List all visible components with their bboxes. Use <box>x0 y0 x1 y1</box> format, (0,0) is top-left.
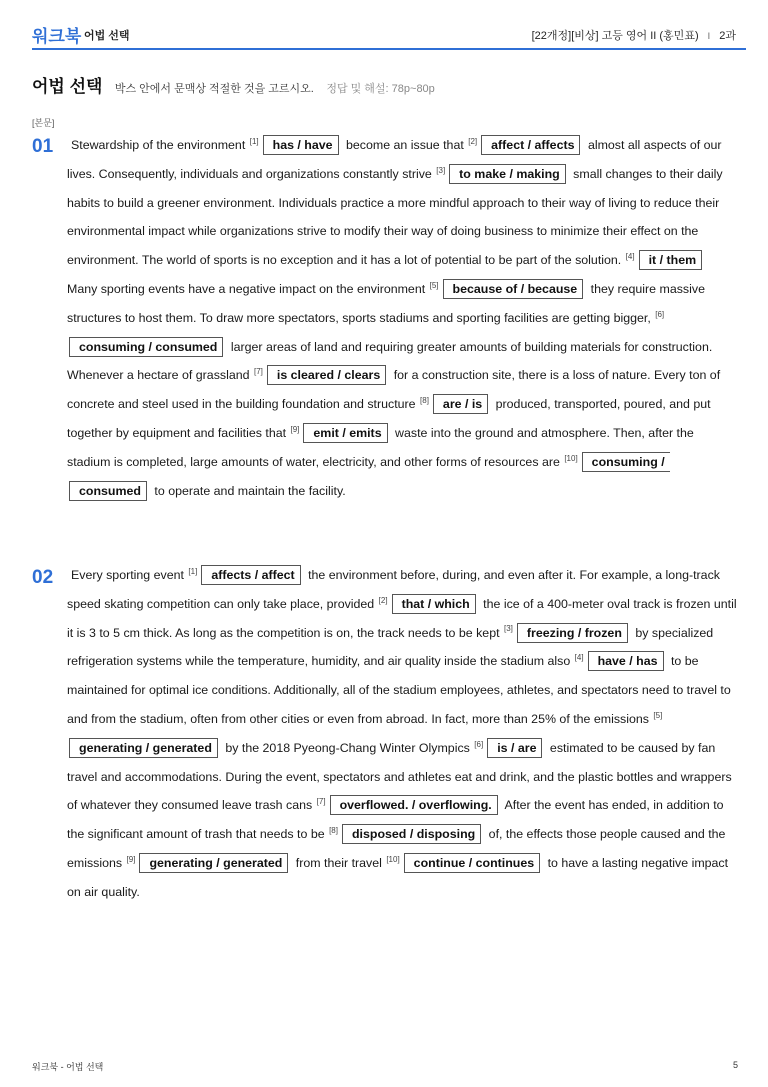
question-number-2: 02 <box>32 567 54 588</box>
page-number: 5 <box>732 1060 738 1070</box>
passage-text: Stewardship of the environment <box>71 138 246 152</box>
blank-number: [3] <box>503 624 513 634</box>
footer-label: 워크북 - 어법 선택 <box>32 1062 104 1072</box>
choice-box-3[interactable]: freezing / frozen <box>517 623 628 643</box>
header-subtitle: 어법 선택 <box>84 30 130 42</box>
choice-box-7[interactable]: overflowed. / overflowing. <box>330 795 498 815</box>
blank-number: [2] <box>468 136 478 146</box>
blank-number: [4] <box>574 653 584 663</box>
passage-text: they require massive structures to host them. To draw more spectators, sports stadiums and sporting facilities are getting bigger, <box>67 281 705 325</box>
blank-number: [9] <box>126 854 136 864</box>
choice-box-7[interactable]: is cleared / clears <box>267 365 386 385</box>
passage-text: to be maintained for optimal ice conditions. Additionally, all of the stadium employees, athletes, and spectators need to travel to and from the stadium, often from other cities or even from abroad. In fact, more than 25% of the emissions <box>67 654 731 726</box>
choice-box-2[interactable]: that / which <box>392 594 476 614</box>
blank-number: [5] <box>653 710 663 720</box>
choice-box-9[interactable]: generating / generated <box>139 853 288 873</box>
blank-number: [1] <box>249 136 259 146</box>
choice-box-8[interactable]: are / is <box>433 394 488 414</box>
blank-number: [3] <box>436 165 446 175</box>
page-header <box>32 20 736 48</box>
course-name: [22개정][비상] 고등 영어 II (홍민표) <box>531 30 699 42</box>
choice-box-8[interactable]: disposed / disposing <box>342 824 481 844</box>
choice-box-6[interactable]: is / are <box>487 738 542 758</box>
passage-text: to operate and maintain the facility. <box>154 483 346 498</box>
blank-number: [5] <box>429 280 439 290</box>
choice-box-4[interactable]: have / has <box>588 651 664 671</box>
choice-box-5[interactable]: because of / because <box>443 279 584 299</box>
passage-text: almost all aspects of our lives. Consequently, individuals and organizations constantly strive <box>67 138 722 181</box>
blank-number: [6] <box>474 739 484 749</box>
blank-number: [6] <box>655 309 665 319</box>
passage-text: waste into the ground and atmosphere. Then, after the stadium is completed, large amounts of water, electricity, and other forms of resources are <box>67 425 694 469</box>
course-info <box>532 27 736 43</box>
choice-box-1[interactable]: has / have <box>263 135 339 155</box>
choice-box-5[interactable]: generating / generated <box>69 738 218 758</box>
answer-reference: 정답 및 해설: 78p~80p <box>326 83 435 95</box>
instruction-text: 박스 안에서 문맥상 적절한 것을 고르시오. <box>114 83 314 95</box>
passage-text: for a construction site, there is a loss of nature. Every ton of concrete and steel used in the building foundation and structure <box>67 368 721 412</box>
passage-text: by specialized refrigeration systems while the temperature, humidity, and air quality inside the stadium also <box>67 625 714 669</box>
choice-box-2[interactable]: affect / affects <box>481 135 580 155</box>
blank-number: [8] <box>329 826 338 836</box>
section-tag: [본문] <box>32 118 55 128</box>
choice-box-3[interactable]: to make / making <box>449 164 566 184</box>
passage-2 <box>67 561 739 907</box>
choice-box-10-part-1[interactable]: consuming / <box>582 452 670 472</box>
choice-box-10-part-2[interactable]: consumed <box>69 481 147 501</box>
blank-number: [8] <box>420 396 429 406</box>
brand-title: 워크북 <box>32 27 82 46</box>
passage-text: Every sporting event <box>71 568 184 582</box>
passage-text: to have a lasting negative impact on air quality. <box>67 855 729 899</box>
choice-box-1[interactable]: affects / affect <box>201 565 300 585</box>
passage-text: After the event has ended, in addition to the significant amount of trash that needs to be <box>67 798 724 842</box>
choice-box-9[interactable]: emit / emits <box>303 423 387 443</box>
blank-number: [7] <box>253 367 263 377</box>
blank-number: [10] <box>386 854 400 864</box>
passage-1 <box>67 131 739 505</box>
lesson-label: 2과 <box>719 30 736 42</box>
passage-text: from their travel <box>295 855 382 870</box>
page-title: 어법 선택 <box>32 77 103 96</box>
choice-box-4[interactable]: it / them <box>639 250 703 270</box>
passage-text: the environment before, during, and even after it. For example, a long-track speed skating competition can only take place, provided <box>67 568 720 611</box>
blank-number: [9] <box>290 424 300 434</box>
passage-text: become an issue that <box>346 138 464 152</box>
header-separator: I <box>707 31 711 41</box>
blank-number: [10] <box>564 453 578 463</box>
passage-text: produced, transported, poured, and put together by equipment and facilities that <box>67 397 711 440</box>
blank-number: [7] <box>316 797 326 807</box>
passage-text: by the 2018 Pyeong-Chang Winter Olympics <box>225 740 470 755</box>
passage-text: small changes to their daily habits to build a greener environment. Individuals practice a more mindful approach to their way of living to reduce their environmental impact while organizations strive to modify their way of doing business to minimize their effect on the environment. The world of sports is no exception and it has a lot of potential to be part of the solution. <box>67 166 723 268</box>
passage-text: Many sporting events have a negative impact on the environment <box>67 281 426 296</box>
question-number-1: 01 <box>32 136 54 157</box>
blank-number: [4] <box>625 252 635 262</box>
passage-text: of, the effects those people caused and the emissions <box>67 827 726 870</box>
passage-text: larger areas of land and requiring greater amounts of building materials for construction. Whenever a hectare of grassland <box>67 339 713 383</box>
passage-text: estimated to be caused by fan travel and accommodations. During the event, spectators and athletes eat and drink, and the plastic bottles and wrappers of whatever they consumed leave trash cans <box>67 740 732 813</box>
choice-box-10[interactable]: continue / continues <box>404 853 540 873</box>
choice-box-6[interactable]: consuming / consumed <box>69 337 223 357</box>
blank-number: [1] <box>188 566 198 576</box>
blank-number: [2] <box>378 595 388 605</box>
header-divider <box>32 48 746 50</box>
title-row <box>32 72 435 96</box>
passage-text: the ice of a 400-meter oval track is frozen until it is 3 to 5 cm thick. As long as the competition is on, the track needs to be kept <box>67 596 737 640</box>
